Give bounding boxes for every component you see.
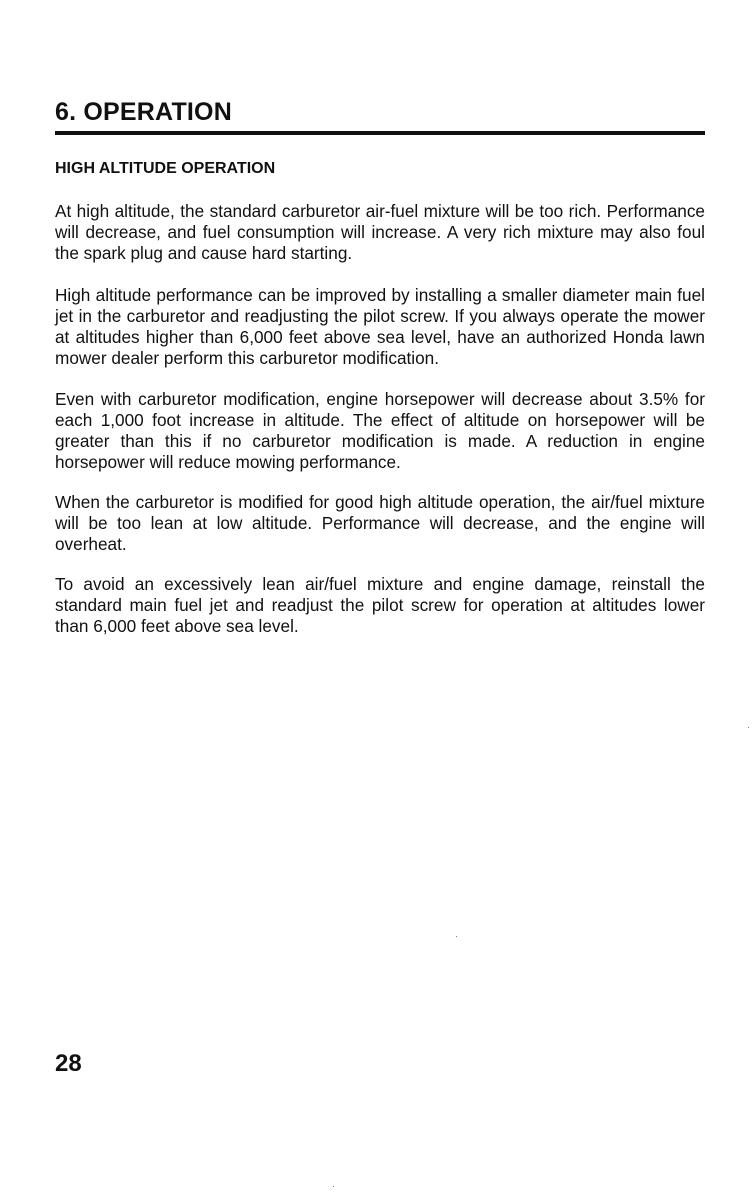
paragraph-1: At high altitude, the standard carburetor air-fuel mixture will be too rich. Performance will decrease, and fuel consumption will increase. A very rich mixture may also foul the spark plug and cause hard starting. — [55, 201, 705, 263]
paragraph-2: High altitude performance can be improved by installing a smaller diameter main fuel jet in the carburetor and readjusting the pilot screw. If you always operate the mower at altitudes higher than 6,000 feet above sea level, have an authorized Honda lawn mower dealer perform this carburetor modification. — [55, 285, 705, 368]
paragraph-5: To avoid an excessively lean air/fuel mixture and engine damage, reinstall the standard main fuel jet and readjust the pilot screw for operation at altitudes lower than 6,000 feet above sea level. — [55, 574, 705, 636]
page-number: 28 — [55, 1050, 82, 1077]
scan-speck — [333, 1186, 334, 1187]
scan-speck — [456, 936, 457, 937]
title-divider — [55, 131, 705, 135]
section-heading: HIGH ALTITUDE OPERATION — [55, 160, 276, 177]
paragraph-3: Even with carburetor modification, engine horsepower will decrease about 3.5% for each 1,000 foot increase in altitude. The effect of altitude on horsepower will be greater than this if no carburetor modification is made. A reduction in engine horsepower will reduce mowing performance. — [55, 389, 705, 472]
scan-speck — [748, 727, 749, 728]
chapter-title: 6. OPERATION — [55, 98, 232, 126]
paragraph-4: When the carburetor is modified for good high altitude operation, the air/fuel mixture will be too lean at low altitude. Performance will decrease, and the engine will overheat. — [55, 492, 705, 554]
